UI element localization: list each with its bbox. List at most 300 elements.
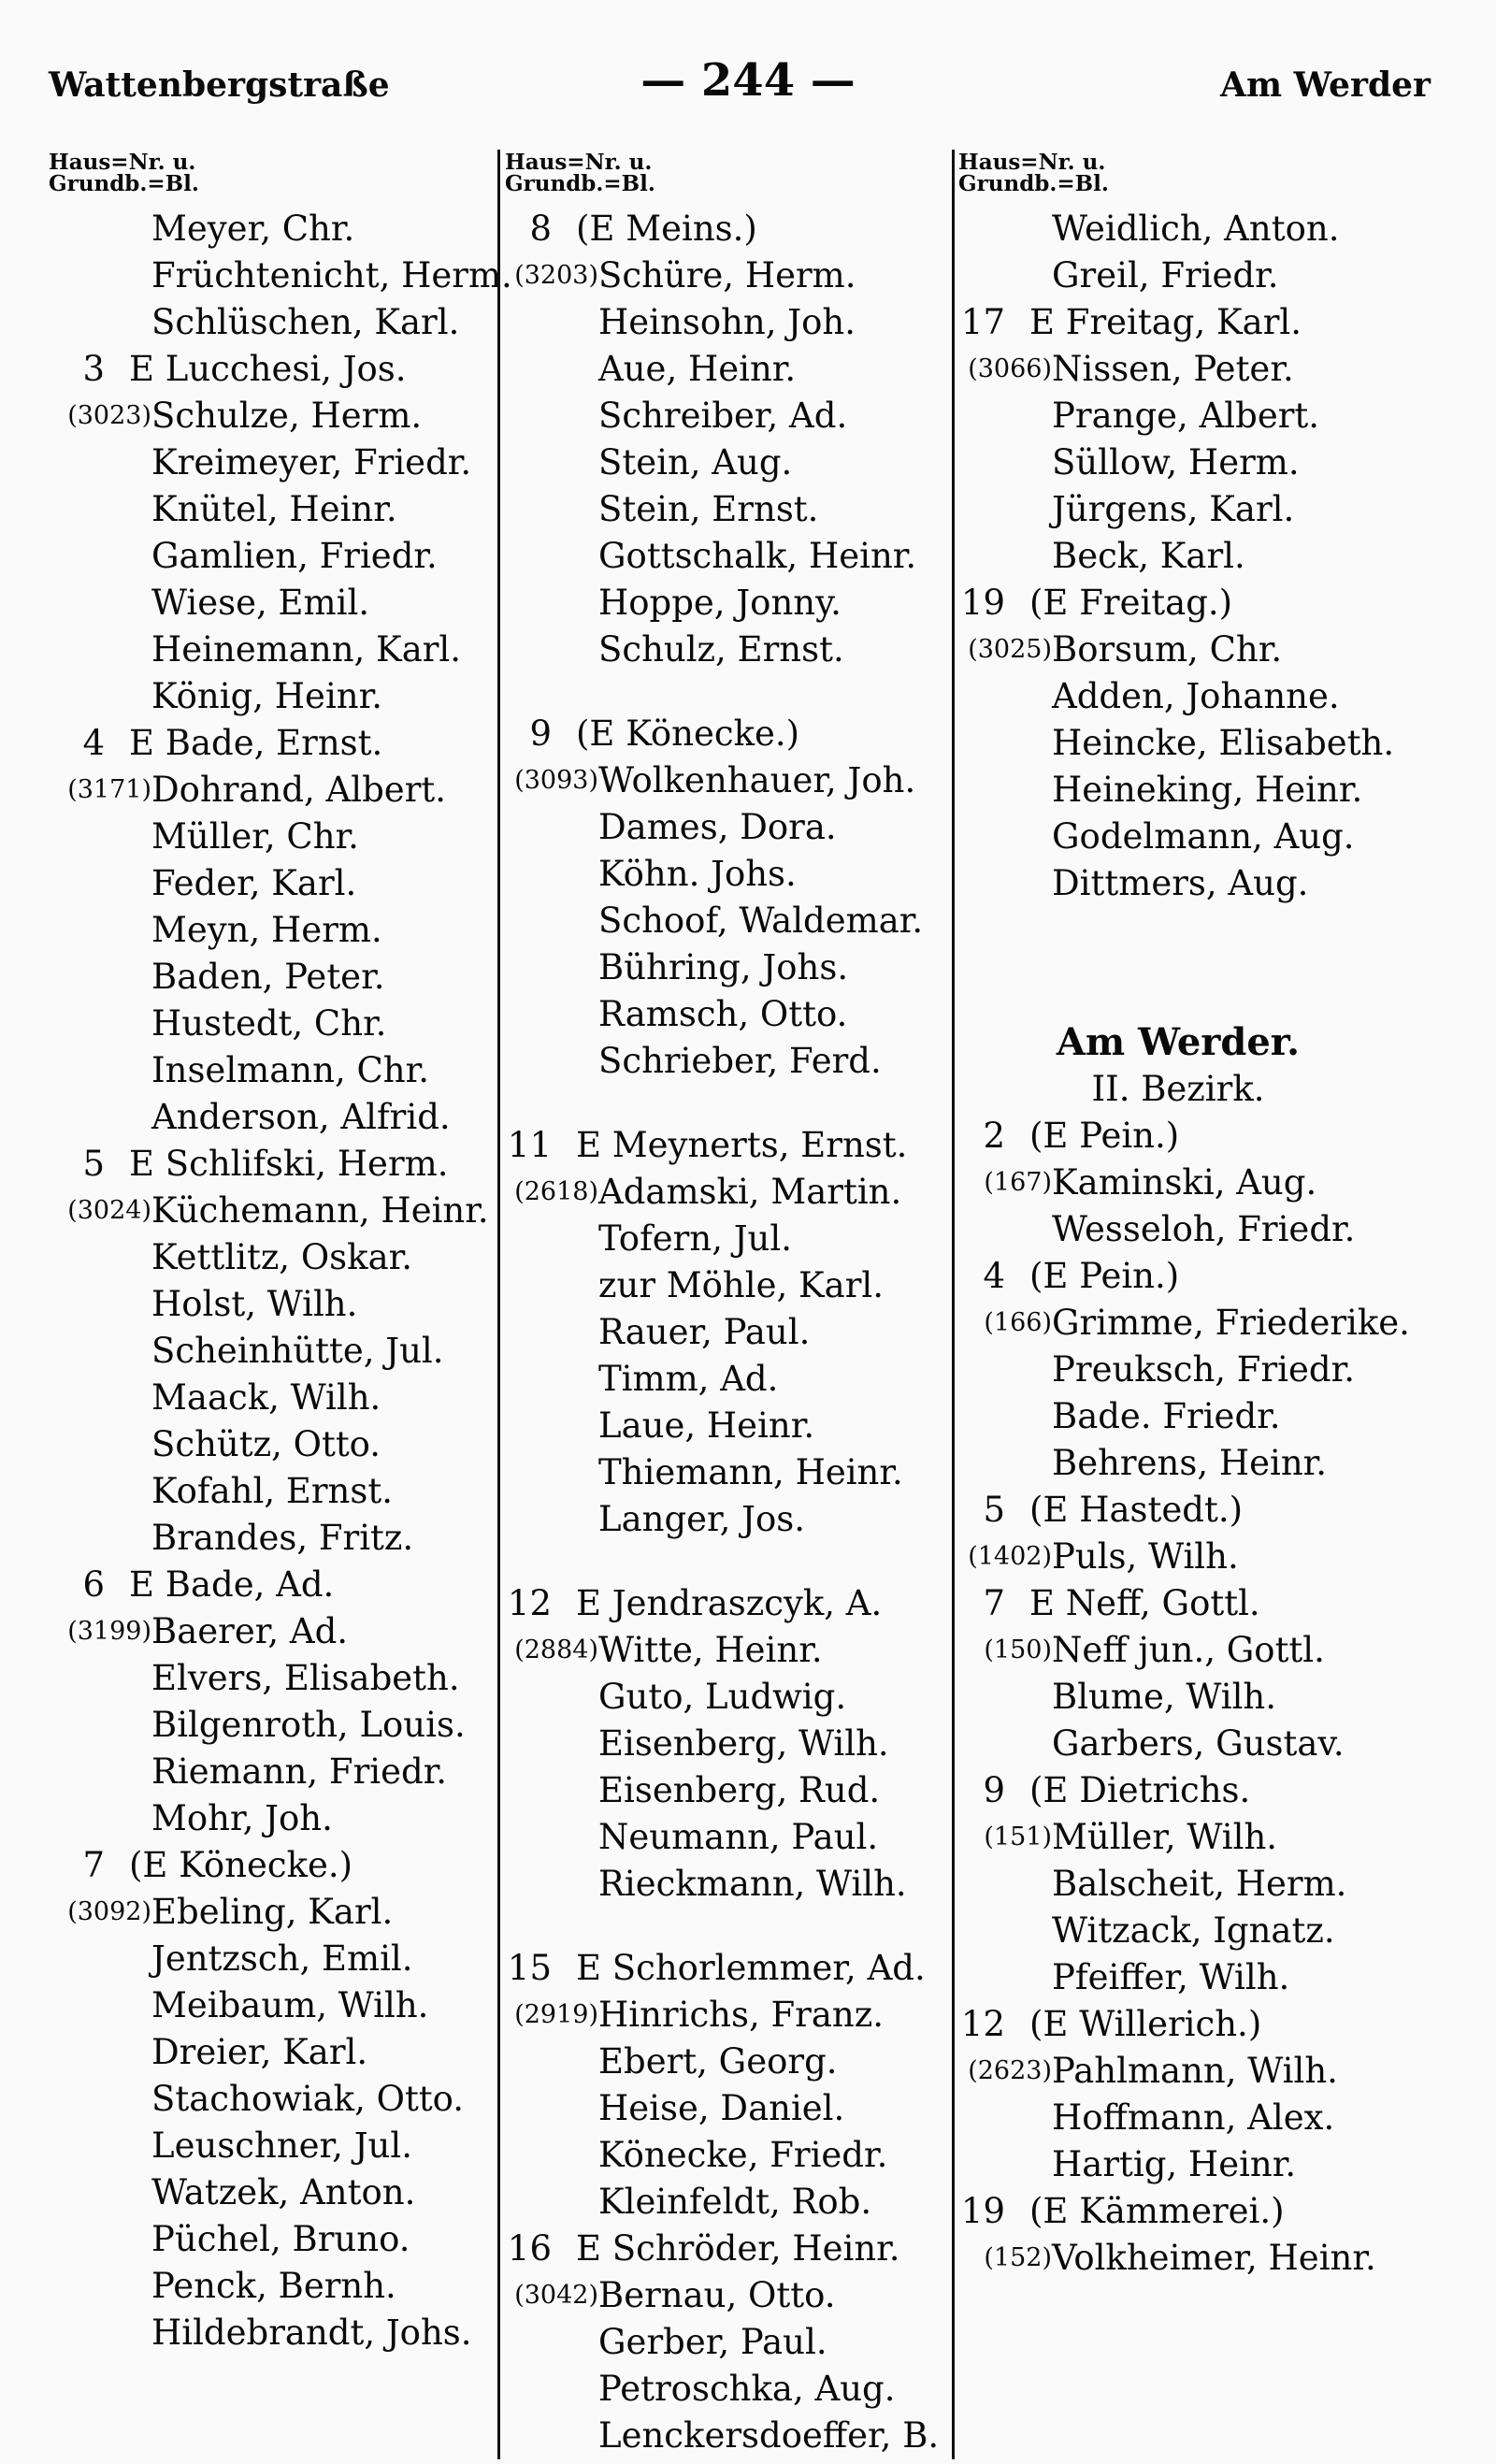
resident-name: Witte, Heinr. bbox=[598, 1630, 823, 1670]
resident-name: (E Dietrichs. bbox=[1029, 1770, 1251, 1810]
resident-name: Könecke, Friedr. bbox=[598, 2135, 888, 2175]
column-rule bbox=[497, 150, 500, 2459]
land-register-number: (3203) bbox=[514, 261, 598, 290]
land-register-number: (1402) bbox=[968, 1542, 1052, 1571]
section-title: Am Werder. bbox=[1056, 1020, 1301, 1064]
directory-entry bbox=[505, 2366, 944, 2413]
resident-name: Müller, Chr. bbox=[151, 816, 359, 857]
directory-entry bbox=[958, 1767, 1398, 1814]
house-number: 9 bbox=[983, 1770, 1005, 1810]
spacer bbox=[505, 1543, 944, 1580]
directory-entry bbox=[505, 757, 944, 804]
resident-name: Bernau, Otto. bbox=[598, 2275, 836, 2315]
resident-name: Dreier, Karl. bbox=[151, 2032, 368, 2072]
directory-entry bbox=[49, 2029, 488, 2076]
house-number: 12 bbox=[507, 1583, 552, 1623]
directory-entry bbox=[49, 2169, 488, 2216]
directory-entry bbox=[958, 1814, 1398, 1861]
directory-entry bbox=[49, 2263, 488, 2310]
land-register-number: (2623) bbox=[968, 2056, 1052, 2085]
resident-name: Stein, Ernst. bbox=[598, 489, 819, 529]
resident-name: Anderson, Alfrid. bbox=[151, 1097, 451, 1137]
resident-name: Beck, Karl. bbox=[1052, 536, 1245, 576]
resident-name: Hildebrandt, Johs. bbox=[151, 2313, 472, 2353]
resident-name: Hustedt, Chr. bbox=[151, 1003, 387, 1044]
directory-entry bbox=[49, 1141, 488, 1188]
directory-entry bbox=[505, 1122, 944, 1169]
resident-name: Schreiber, Ad. bbox=[598, 396, 848, 436]
resident-name: Stachowiak, Otto. bbox=[151, 2079, 465, 2119]
directory-entry bbox=[505, 1992, 944, 2039]
resident-name: Knütel, Heinr. bbox=[151, 489, 397, 529]
directory-entry bbox=[49, 346, 488, 393]
directory-entry bbox=[505, 898, 944, 944]
column-header-line: Grundb.=Bl. bbox=[958, 171, 1109, 196]
directory-entry bbox=[49, 486, 488, 533]
resident-name: Greil, Friedr. bbox=[1052, 255, 1279, 295]
directory-entry bbox=[505, 1814, 944, 1861]
house-number: 5 bbox=[82, 1144, 105, 1184]
directory-entry bbox=[505, 346, 944, 393]
resident-name: Ebert, Georg. bbox=[598, 2041, 838, 2082]
directory-entry bbox=[505, 1169, 944, 1216]
house-number: 19 bbox=[960, 583, 1005, 623]
running-head-right: Am Werder bbox=[1220, 65, 1431, 105]
resident-name: Hoffmann, Alex. bbox=[1052, 2097, 1335, 2138]
directory-entry bbox=[49, 206, 488, 252]
resident-name: Heinemann, Karl. bbox=[151, 629, 462, 670]
directory-entry bbox=[958, 1393, 1398, 1440]
resident-name: Godelmann, Aug. bbox=[1052, 816, 1355, 857]
directory-entry bbox=[958, 252, 1398, 299]
land-register-number: (152) bbox=[984, 2243, 1052, 2272]
directory-entry bbox=[505, 533, 944, 580]
directory-entry bbox=[505, 2413, 944, 2459]
directory-entry bbox=[505, 1216, 944, 1262]
resident-name: Heineking, Heinr. bbox=[1052, 770, 1363, 810]
directory-entry bbox=[958, 1487, 1398, 1534]
directory-entry bbox=[505, 2179, 944, 2226]
resident-name: Meyn, Herm. bbox=[151, 910, 382, 950]
directory-entry bbox=[958, 1253, 1398, 1300]
house-number: 9 bbox=[529, 713, 552, 754]
resident-name: E Schorlemmer, Ad. bbox=[576, 1948, 926, 1988]
resident-name: Dohrand, Albert. bbox=[151, 770, 447, 810]
resident-name: Jentzsch, Emil. bbox=[151, 1938, 413, 1979]
directory-entry bbox=[958, 1674, 1398, 1721]
directory-entry bbox=[958, 1954, 1398, 2001]
directory-entry bbox=[958, 486, 1398, 533]
directory-entry bbox=[958, 720, 1398, 767]
directory-entry bbox=[958, 393, 1398, 439]
directory-entry bbox=[49, 299, 488, 346]
directory-entry bbox=[505, 944, 944, 991]
resident-name: (E Willerich.) bbox=[1029, 2004, 1262, 2044]
directory-entry bbox=[505, 252, 944, 299]
resident-name: Gottschalk, Heinr. bbox=[598, 536, 917, 576]
resident-name: Lenckersdoeffer, B. bbox=[598, 2415, 940, 2456]
directory-entry bbox=[49, 1702, 488, 1749]
resident-name: Heise, Daniel. bbox=[598, 2088, 845, 2128]
directory-entry bbox=[958, 1440, 1398, 1487]
resident-name: E Bade, Ernst. bbox=[129, 723, 383, 763]
directory-entry bbox=[505, 299, 944, 346]
directory-entry bbox=[49, 814, 488, 860]
resident-name: Köhn. Johs. bbox=[598, 854, 797, 894]
directory-entry bbox=[958, 1908, 1398, 1954]
directory-entry bbox=[49, 1281, 488, 1328]
house-number: 19 bbox=[960, 2191, 1005, 2231]
resident-name: E Bade, Ad. bbox=[129, 1564, 335, 1605]
directory-entry bbox=[49, 1936, 488, 1982]
column-header bbox=[49, 151, 488, 195]
resident-name: Preuksch, Friedr. bbox=[1052, 1349, 1355, 1390]
directory-entry bbox=[49, 1842, 488, 1889]
resident-name: Brandes, Fritz. bbox=[151, 1518, 414, 1558]
directory-entry bbox=[49, 252, 512, 299]
resident-name: König, Heinr. bbox=[151, 676, 383, 716]
resident-name: Gamlien, Friedr. bbox=[151, 536, 438, 576]
resident-name: Schlüschen, Karl. bbox=[151, 302, 460, 342]
resident-name: Bilgenroth, Louis. bbox=[151, 1705, 466, 1745]
directory-entry bbox=[49, 1094, 488, 1141]
resident-name: Kreimeyer, Friedr. bbox=[151, 442, 472, 483]
directory-entry bbox=[505, 1767, 944, 1814]
resident-name: (E Meins.) bbox=[576, 209, 757, 249]
resident-name: (E Kämmerei.) bbox=[1029, 2191, 1285, 2231]
land-register-number: (151) bbox=[984, 1823, 1052, 1852]
resident-name: Schrieber, Ferd. bbox=[598, 1041, 882, 1081]
directory-entry bbox=[49, 1188, 488, 1234]
resident-name: Wesseloh, Friedr. bbox=[1052, 1209, 1356, 1249]
house-number: 7 bbox=[983, 1583, 1005, 1623]
house-number: 4 bbox=[983, 1256, 1005, 1296]
resident-name: Bühring, Johs. bbox=[598, 947, 849, 987]
resident-name: Elvers, Elisabeth. bbox=[151, 1658, 460, 1698]
land-register-number: (2618) bbox=[514, 1177, 598, 1206]
land-register-number: (2919) bbox=[514, 2000, 598, 2029]
house-number: 6 bbox=[82, 1564, 105, 1605]
resident-name: Süllow, Herm. bbox=[1052, 442, 1300, 483]
directory-entry bbox=[505, 804, 944, 851]
resident-name: Hoppe, Jonny. bbox=[598, 583, 842, 623]
house-number: 16 bbox=[507, 2228, 552, 2269]
land-register-number: (3042) bbox=[514, 2281, 598, 2310]
resident-name: Schütz, Otto. bbox=[151, 1424, 381, 1464]
resident-name: Balscheit, Herm. bbox=[1052, 1864, 1347, 1904]
resident-name: Gerber, Paul. bbox=[598, 2322, 827, 2362]
house-number: 2 bbox=[983, 1116, 1005, 1156]
directory-entry bbox=[49, 1889, 488, 1936]
resident-name: Kleinfeldt, Rob. bbox=[598, 2182, 872, 2222]
resident-name: Wiese, Emil. bbox=[151, 583, 370, 623]
resident-name: Wolkenhauer, Joh. bbox=[598, 760, 916, 800]
resident-name: Feder, Karl. bbox=[151, 863, 357, 903]
directory-entry bbox=[958, 299, 1398, 346]
directory-entry bbox=[505, 1309, 944, 1356]
directory-entry bbox=[49, 1515, 488, 1562]
directory-entry bbox=[958, 1113, 1398, 1160]
resident-name: Bade. Friedr. bbox=[1052, 1396, 1281, 1436]
directory-entry bbox=[958, 580, 1398, 627]
column-header-line: Haus=Nr. u. bbox=[505, 150, 653, 175]
directory-entry bbox=[49, 1375, 488, 1421]
directory-entry bbox=[958, 627, 1398, 673]
directory-entry bbox=[49, 1655, 488, 1702]
resident-name: Neff jun., Gottl. bbox=[1052, 1630, 1325, 1670]
directory-entry bbox=[49, 673, 488, 720]
land-register-number: (3093) bbox=[514, 766, 598, 795]
resident-name: Borsum, Chr. bbox=[1052, 629, 1283, 670]
house-number: 7 bbox=[82, 1845, 105, 1885]
resident-name: Ramsch, Otto. bbox=[598, 994, 848, 1034]
spacer bbox=[958, 907, 1398, 944]
resident-name: Hinrichs, Franz. bbox=[598, 1995, 885, 2035]
resident-name: Heinsohn, Joh. bbox=[598, 302, 856, 342]
land-register-number: (3066) bbox=[968, 354, 1052, 383]
directory-entry bbox=[505, 2085, 944, 2132]
resident-name: Rieckmann, Wilh. bbox=[598, 1864, 907, 1904]
directory-entry bbox=[505, 206, 944, 252]
resident-name: Püchel, Bruno. bbox=[151, 2219, 410, 2259]
directory-entry bbox=[958, 2188, 1398, 2235]
directory-entry bbox=[505, 991, 944, 1038]
resident-name: Garbers, Gustav. bbox=[1052, 1723, 1345, 1764]
directory-entry bbox=[958, 1627, 1398, 1674]
resident-name: (E Könecke.) bbox=[129, 1845, 353, 1885]
column-header bbox=[958, 151, 1398, 195]
house-number: 4 bbox=[82, 723, 105, 763]
directory-entry bbox=[49, 767, 488, 814]
resident-name: E Neff, Gottl. bbox=[1029, 1583, 1260, 1623]
directory-entry bbox=[49, 1328, 488, 1375]
house-number: 8 bbox=[529, 209, 552, 249]
resident-name: Riemann, Friedr. bbox=[151, 1751, 448, 1792]
directory-entry bbox=[505, 1627, 944, 1674]
directory-entry bbox=[49, 2216, 488, 2263]
resident-name: Neumann, Paul. bbox=[598, 1817, 879, 1857]
directory-entry bbox=[49, 1234, 488, 1281]
directory-entry bbox=[49, 1468, 488, 1515]
resident-name: Tofern, Jul. bbox=[598, 1218, 792, 1259]
resident-name: Blume, Wilh. bbox=[1052, 1677, 1276, 1717]
land-register-number: (150) bbox=[984, 1635, 1052, 1664]
resident-name: (E Freitag.) bbox=[1029, 583, 1233, 623]
resident-name: Behrens, Heinr. bbox=[1052, 1443, 1328, 1483]
spacer bbox=[505, 673, 944, 711]
directory-entry bbox=[505, 2039, 944, 2085]
directory-entry bbox=[958, 533, 1398, 580]
directory-entry bbox=[49, 627, 488, 673]
page-number: — 244 — bbox=[640, 54, 856, 107]
resident-name: Eisenberg, Wilh. bbox=[598, 1723, 889, 1764]
directory-entry bbox=[958, 346, 1398, 393]
resident-name: Meyer, Chr. bbox=[151, 209, 355, 249]
land-register-number: (3025) bbox=[968, 635, 1052, 664]
resident-name: Baerer, Ad. bbox=[151, 1611, 349, 1651]
resident-name: Penck, Bernh. bbox=[151, 2266, 396, 2306]
directory-entry bbox=[958, 767, 1398, 814]
resident-name: E Meynerts, Ernst. bbox=[576, 1125, 908, 1165]
directory-entry bbox=[49, 954, 488, 1001]
resident-name: Adden, Johanne. bbox=[1052, 676, 1340, 716]
directory-entry bbox=[505, 486, 944, 533]
resident-name: zur Möhle, Karl. bbox=[598, 1265, 884, 1305]
directory-entry bbox=[505, 1496, 944, 1543]
directory-entry bbox=[505, 1861, 944, 1908]
resident-name: Kaminski, Aug. bbox=[1052, 1162, 1317, 1203]
resident-name: E Schlifski, Herm. bbox=[129, 1144, 449, 1184]
resident-name: Timm, Ad. bbox=[598, 1359, 779, 1399]
resident-name: Müller, Wilh. bbox=[1052, 1817, 1278, 1857]
resident-name: Grimme, Friederike. bbox=[1052, 1303, 1410, 1343]
directory-entry bbox=[49, 1608, 488, 1655]
resident-name: Thiemann, Heinr. bbox=[598, 1452, 903, 1492]
resident-name: Dames, Dora. bbox=[598, 807, 837, 847]
resident-name: Ebeling, Karl. bbox=[151, 1892, 394, 1932]
land-register-number: (3024) bbox=[67, 1196, 151, 1225]
directory-entry bbox=[49, 1982, 488, 2029]
directory-entry bbox=[958, 2001, 1398, 2048]
directory-entry bbox=[958, 860, 1398, 907]
directory-entry bbox=[958, 2048, 1398, 2095]
resident-name: Guto, Ludwig. bbox=[598, 1677, 847, 1717]
directory-column-1 bbox=[49, 150, 512, 2356]
resident-name: E Jendraszcyk, A. bbox=[576, 1583, 883, 1623]
directory-entry bbox=[958, 2235, 1398, 2282]
column-header-line: Haus=Nr. u. bbox=[49, 150, 196, 175]
directory-entry bbox=[505, 1674, 944, 1721]
directory-entry bbox=[505, 711, 944, 757]
resident-name: Weidlich, Anton. bbox=[1052, 209, 1340, 249]
directory-entry bbox=[505, 2132, 944, 2179]
spacer bbox=[958, 944, 1398, 982]
directory-entry bbox=[505, 2272, 944, 2319]
directory-entry bbox=[958, 1534, 1398, 1580]
resident-name: Maack, Wilh. bbox=[151, 1377, 381, 1418]
directory-entry bbox=[505, 1945, 944, 1992]
spacer bbox=[958, 982, 1398, 1019]
resident-name: Kettlitz, Oskar. bbox=[151, 1237, 413, 1277]
resident-name: Kofahl, Ernst. bbox=[151, 1471, 394, 1511]
resident-name: Prange, Albert. bbox=[1052, 396, 1320, 436]
directory-entry bbox=[958, 1300, 1410, 1347]
resident-name: Langer, Jos. bbox=[598, 1499, 806, 1539]
resident-name: Volkheimer, Heinr. bbox=[1052, 2238, 1376, 2278]
resident-name: (E Pein.) bbox=[1029, 1256, 1180, 1296]
resident-name: E Freitag, Karl. bbox=[1029, 302, 1302, 342]
resident-name: E Schröder, Heinr. bbox=[576, 2228, 900, 2269]
directory-entry bbox=[505, 439, 944, 486]
directory-entry bbox=[958, 814, 1398, 860]
directory-entry bbox=[49, 580, 488, 627]
directory-entry bbox=[958, 1861, 1398, 1908]
directory-entry bbox=[505, 1580, 944, 1627]
directory-entry bbox=[49, 2076, 488, 2123]
resident-name: Puls, Wilh. bbox=[1052, 1536, 1239, 1577]
resident-name: Rauer, Paul. bbox=[598, 1312, 811, 1352]
resident-name: (E Könecke.) bbox=[576, 713, 800, 754]
directory-entry bbox=[958, 206, 1398, 252]
directory-entry bbox=[49, 439, 488, 486]
directory-entry bbox=[49, 2123, 488, 2169]
directory-entry bbox=[505, 580, 944, 627]
house-number: 17 bbox=[960, 302, 1005, 342]
resident-name: (E Pein.) bbox=[1029, 1116, 1180, 1156]
directory-entry bbox=[49, 1795, 488, 1842]
directory-entry bbox=[958, 673, 1398, 720]
resident-name: Schüre, Herm. bbox=[598, 255, 856, 295]
directory-column-2 bbox=[505, 151, 944, 2459]
directory-column-3 bbox=[958, 150, 1410, 2282]
directory-entry bbox=[505, 1449, 944, 1496]
resident-name: E Lucchesi, Jos. bbox=[129, 349, 407, 389]
directory-entry bbox=[49, 860, 488, 907]
directory-entry bbox=[49, 393, 488, 439]
resident-name: Nissen, Peter. bbox=[1052, 349, 1294, 389]
resident-name: Schulze, Herm. bbox=[151, 396, 423, 436]
resident-name: Früchtenicht, Herm. bbox=[151, 255, 512, 295]
directory-entry bbox=[958, 2141, 1398, 2188]
resident-name: Mohr, Joh. bbox=[151, 1798, 333, 1838]
directory-entry bbox=[958, 1347, 1398, 1393]
directory-entry bbox=[505, 627, 944, 673]
directory-entry bbox=[958, 1721, 1398, 1767]
land-register-number: (3092) bbox=[67, 1897, 151, 1926]
house-number: 11 bbox=[507, 1125, 552, 1165]
resident-name: Holst, Wilh. bbox=[151, 1284, 358, 1324]
house-number: 3 bbox=[82, 349, 105, 389]
directory-entry bbox=[49, 720, 488, 767]
land-register-number: (166) bbox=[984, 1308, 1052, 1337]
directory-entry bbox=[49, 533, 488, 580]
resident-name: Laue, Heinr. bbox=[598, 1405, 815, 1446]
spacer bbox=[505, 1085, 944, 1122]
resident-name: Dittmers, Aug. bbox=[1052, 863, 1309, 903]
resident-name: Baden, Peter. bbox=[151, 957, 385, 997]
resident-name: Aue, Heinr. bbox=[598, 349, 797, 389]
resident-name: Stein, Aug. bbox=[598, 442, 793, 483]
resident-name: Petroschka, Aug. bbox=[598, 2369, 896, 2409]
directory-entry bbox=[505, 1721, 944, 1767]
directory-entry bbox=[505, 2319, 944, 2366]
running-head-left: Wattenbergstraße bbox=[49, 65, 390, 105]
directory-entry bbox=[505, 393, 944, 439]
directory-entry bbox=[505, 1038, 944, 1085]
house-number: 12 bbox=[960, 2004, 1005, 2044]
resident-name: Eisenberg, Rud. bbox=[598, 1770, 881, 1810]
directory-entry bbox=[505, 1262, 944, 1309]
directory-entry bbox=[49, 2310, 488, 2356]
resident-name: Heincke, Elisabeth. bbox=[1052, 723, 1395, 763]
resident-name: Pfeiffer, Wilh. bbox=[1052, 1957, 1290, 1997]
directory-entry bbox=[49, 1421, 488, 1468]
resident-name: Meibaum, Wilh. bbox=[151, 1985, 429, 2025]
resident-name: Witzack, Ignatz. bbox=[1052, 1910, 1335, 1951]
directory-entry bbox=[49, 1001, 488, 1047]
resident-name: Küchemann, Heinr. bbox=[151, 1190, 489, 1231]
directory-entry bbox=[958, 1160, 1398, 1206]
directory-entry bbox=[49, 1047, 488, 1094]
directory-entry bbox=[505, 1356, 944, 1403]
resident-name: Adamski, Martin. bbox=[598, 1172, 902, 1212]
directory-entry bbox=[49, 907, 488, 954]
resident-name: Schulz, Ernst. bbox=[598, 629, 844, 670]
resident-name: Watzek, Anton. bbox=[151, 2172, 416, 2212]
directory-entry bbox=[505, 1403, 944, 1449]
directory-entry bbox=[958, 1206, 1398, 1253]
resident-name: Jürgens, Karl. bbox=[1052, 489, 1295, 529]
